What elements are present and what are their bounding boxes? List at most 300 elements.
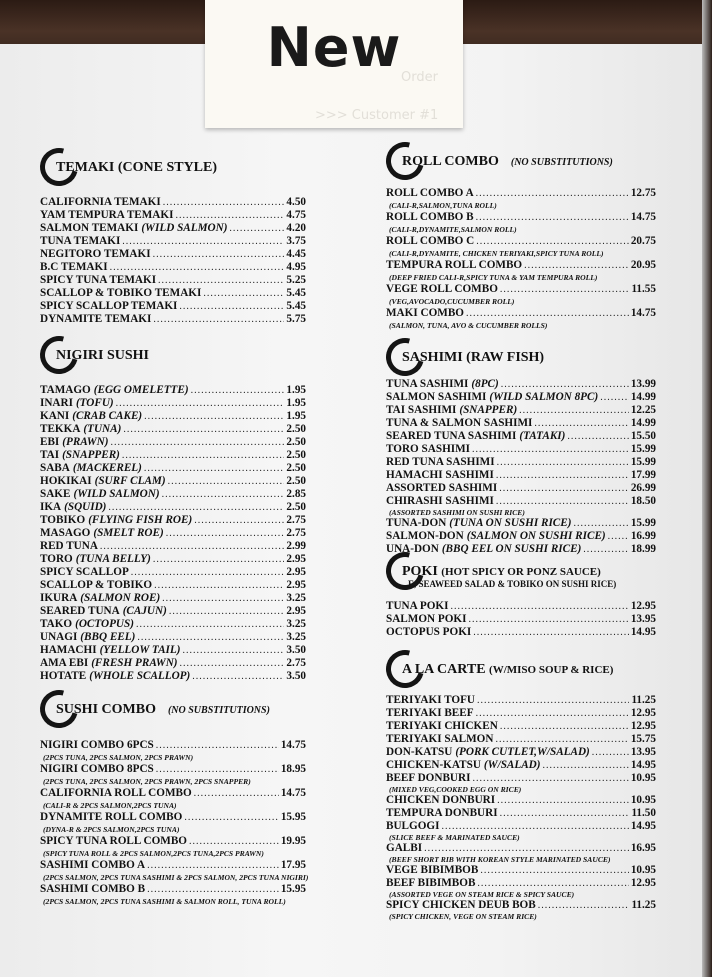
menu-item-row [386,430,656,443]
menu-item-row [40,566,306,579]
dot-leader [477,694,629,707]
menu-item-name: CHICKEN-KATSU [386,759,481,771]
section-title [56,702,270,718]
menu-item-name: NIGIRI COMBO 8PCS [40,763,154,775]
menu-item-row [386,772,656,785]
section-header [386,142,656,182]
menu-item-name: TEMPURA DONBURI [386,807,498,819]
dot-leader [573,517,628,530]
section-title: TEMAKI (CONE STYLE) [56,160,218,175]
menu-item-note: (VEG,AVOCADO,CUCUMBER ROLL) [389,297,515,306]
menu-item-name: IKURA [40,592,78,604]
menu-item-name: TOBIKO [40,514,86,526]
menu-item-description: (EGG OMELETTE) [93,384,189,396]
dot-leader [499,482,629,495]
menu-item-price: 2.50 [286,423,306,435]
dot-leader [189,835,279,849]
menu-item-description: (PORK CUTLET,W/SALAD) [455,746,590,758]
dot-leader [144,410,284,423]
dot-leader [476,235,629,249]
menu-item-price: 3.75 [286,235,306,247]
roll-combo-items [386,186,656,330]
menu-item-row [40,553,306,566]
menu-item-name: HAMACHI [40,644,97,656]
menu-item-row [40,514,306,527]
menu-item-price: 15.99 [630,456,656,468]
section-header [40,690,306,730]
dot-leader [476,707,629,720]
menu-item-name: AMA EBI [40,657,89,669]
menu-item-price: 18.95 [280,763,306,775]
menu-item-row [386,613,656,626]
dot-leader [122,235,284,248]
dot-leader [147,883,279,897]
menu-item-name: TUNA SASHIMI [386,378,469,390]
dot-leader [538,899,630,912]
menu-item-price: 5.25 [286,274,306,286]
dot-leader [441,820,628,833]
menu-item-name: SPICY CHICKEN DEUB BOB [386,899,536,911]
menu-item-row [386,282,656,297]
menu-item-row [386,443,656,456]
menu-item-name: TUNA & SALMON SASHIMI [386,417,533,429]
menu-item-note: (MIXED VEG,COOKED EGG ON RICE) [389,785,522,794]
section-subtitle: E, SEAWEED SALAD & TOBIKO ON SUSHI RICE) [408,579,617,589]
menu-item-name: SEARED TUNA [40,605,120,617]
menu-item-row [40,858,306,873]
menu-item-price: 5.75 [286,313,306,325]
menu-item-name: BEEF DONBURI [386,772,471,784]
menu-item-name: SEARED TUNA SASHIMI [386,430,517,442]
menu-item-note: (CALI-R,SALMON,TUNA ROLL) [389,201,497,210]
menu-item-note: (DYNA-R & 2PCS SALMON,2PCS TUNA) [43,825,180,834]
menu-item-row [40,475,306,488]
menu-item-row [40,410,306,423]
menu-item-price: 15.99 [630,443,656,455]
menu-item-description: (FLYING FISH ROE) [88,514,193,526]
dot-leader [116,397,285,410]
section-header [40,336,306,376]
menu-item-description: (TUNA BELLY) [75,553,151,565]
menu-item-row [386,794,656,807]
menu-item-name: TUNA-DON [386,517,447,529]
menu-item-name: TEKKA [40,423,81,435]
section-note: (NO SUBSTITUTIONS) [167,705,270,716]
temaki-items [40,196,306,326]
menu-item-note: (CALI-R & 2PCS SALMON,2PCS TUNA) [43,801,177,810]
menu-item-price: 4.45 [286,248,306,260]
menu-item-row [40,397,306,410]
menu-item-row [386,391,656,404]
menu-item-row [40,644,306,657]
dot-leader [153,248,285,261]
menu-item-row [40,579,306,592]
section-header [386,552,656,592]
menu-item-row [40,196,306,209]
menu-item-row [386,404,656,417]
menu-item-note: (BEEF SHORT RIB WITH KOREAN STYLE MARINATED SAUCE) [389,855,611,864]
dot-leader [592,746,629,759]
menu-item-price: 10.95 [630,772,656,784]
menu-item-description: (WILD SALMON) [141,222,228,234]
menu-item-note: (CALI-R,DYNAMITE, CHICKEN TERIYAKI,SPICY TUNA ROLL) [389,249,604,258]
menu-item-description: (SMELT ROE) [93,527,164,539]
menu-item-name: SCALLOP & TOBIKO [40,579,153,591]
menu-item-row [40,618,306,631]
menu-item-price: 2.85 [286,488,306,500]
sticky-note [205,0,463,128]
menu-item-row [386,417,656,430]
dot-leader [480,864,629,877]
show-through-text: >>> Customer #1 [315,108,439,123]
menu-item-name: NIGIRI COMBO 6PCS [40,739,154,751]
menu-item-name: EBI [40,436,60,448]
menu-item-price: 12.95 [630,720,656,732]
menu-item-row [40,423,306,436]
menu-item-row [386,720,656,733]
a-la-carte-items [386,694,656,921]
menu-item-description: (PRAWN) [62,436,109,448]
menu-item-name: SALMON TEMAKI [40,222,139,234]
menu-item-name: UNA-DON [386,543,439,555]
menu-item-name: SPICY TUNA TEMAKI [40,274,157,286]
menu-item-name: TERIYAKI SALMON [386,733,494,745]
dot-leader [156,763,279,777]
menu-item-price: 14.75 [630,307,656,319]
sashimi-items [386,378,656,556]
menu-item-note: (ASSORTED SASHIMI ON SUSHI RICE) [389,508,525,517]
dot-leader [473,626,629,639]
menu-item-name: HOTATE [40,670,87,682]
menu-item-name: SCALLOP & TOBIKO TEMAKI [40,287,202,299]
dot-leader [122,449,285,462]
dot-leader [500,283,630,297]
menu-item-row [40,670,306,683]
menu-item-name: YAM TEMPURA TEMAKI [40,209,174,221]
menu-item-name: SAKE [40,488,71,500]
menu-item-price: 4.50 [286,196,306,208]
menu-item-name: VEGE BIBIMBOB [386,864,479,876]
menu-item-price: 15.99 [630,517,656,529]
menu-item-price: 2.50 [286,462,306,474]
menu-item-name: GALBI [386,842,423,854]
section-title: SASHIMI (RAW FISH) [402,350,545,365]
menu-item-price: 1.95 [286,384,306,396]
menu-item-row [40,738,306,753]
menu-item-description: (CRAB CAKE) [72,410,143,422]
menu-item-note: (2PCS TUNA, 2PCS SALMON, 2PCS PRAWN) [43,753,194,762]
menu-item-price: 20.95 [630,259,656,271]
menu-item-price: 15.75 [630,733,656,745]
menu-item-name: TERIYAKI TOFU [386,694,476,706]
dot-leader [466,307,629,321]
section-title-text: ROLL COMBO [402,154,499,169]
menu-item-description: (8PC) [471,378,499,390]
menu-item-name: SASHIMI COMBO B [40,883,146,895]
menu-item-price: 3.25 [286,592,306,604]
dot-leader [147,859,279,873]
menu-item-price: 3.50 [286,644,306,656]
menu-item-price: 15.95 [280,883,306,895]
dot-leader [168,475,285,488]
menu-item-price: 16.99 [630,530,656,542]
menu-item-price: 11.50 [631,807,656,819]
sashimi-section [386,338,656,556]
menu-item-name: MAKI COMBO [386,307,464,319]
menu-item-price: 12.25 [630,404,656,416]
dot-leader [600,391,629,404]
menu-item-note: (SALMON, TUNA, AVO & CUCUMBER ROLLS) [389,321,548,330]
menu-item-price: 14.75 [280,739,306,751]
menu-item-row [386,530,656,543]
menu-item-name: B.C TEMAKI [40,261,108,273]
menu-item-name: ROLL COMBO B [386,211,474,223]
menu-item-description: (MACKEREL) [72,462,142,474]
menu-item-row [386,210,656,225]
menu-item-price: 2.95 [286,579,306,591]
menu-item-description: (WILD SALMON 8PC) [489,391,599,403]
menu-item-price: 4.20 [286,222,306,234]
menu-item-price: 13.95 [630,746,656,758]
menu-item-price: 12.95 [630,707,656,719]
menu-item-name: IKA [40,501,62,513]
menu-item-price: 2.95 [286,605,306,617]
menu-item-price: 20.75 [630,235,656,247]
menu-item-row [386,600,656,613]
menu-item-name: TORO SASHIMI [386,443,471,455]
menu-item-row [386,733,656,746]
menu-item-price: 11.25 [631,899,656,911]
menu-item-name: TUNA POKI [386,600,449,612]
menu-item-row [40,501,306,514]
menu-item-row [386,186,656,201]
dot-leader [108,501,284,514]
menu-item-note: (CALI-R,DYNAMITE,SALMON ROLL) [389,225,517,234]
menu-item-description: (FRESH PRAWN) [91,657,178,669]
menu-item-description: (WILD SALMON) [73,488,160,500]
section-title [402,154,613,170]
section-header [386,338,656,378]
menu-item-row [40,762,306,777]
menu-item-price: 4.95 [286,261,306,273]
dot-leader [496,495,629,508]
menu-item-name: HAMACHI SASHIMI [386,469,494,481]
dot-leader [144,462,285,475]
menu-item-price: 10.95 [630,794,656,806]
dot-leader [476,187,629,201]
section-title-text: POKI [402,564,438,579]
menu-item-name: SALMON-DON [386,530,464,542]
menu-item-note: (ASSORTED VEGE ON STEAM RICE & SPICY SAUCE) [389,890,575,899]
menu-item-row [40,222,306,235]
menu-item-price: 2.95 [286,553,306,565]
menu-item-description: (SNAPPER) [459,404,518,416]
menu-item-price: 2.75 [286,514,306,526]
menu-item-price: 12.95 [630,877,656,889]
dot-leader [501,378,629,391]
menu-item-price: 16.95 [630,842,656,854]
menu-item-row [386,258,656,273]
section-title-text: SUSHI COMBO [56,702,156,717]
menu-item-description: (TUNA ON SUSHI RICE) [449,517,572,529]
menu-item-row [40,810,306,825]
dot-leader [424,842,629,855]
menu-item-price: 2.95 [286,566,306,578]
dot-leader [496,469,629,482]
menu-item-price: 19.95 [280,835,306,847]
dot-leader [153,313,284,326]
dot-leader [179,300,284,313]
dot-leader [476,211,629,225]
sticky-note-title: New [266,16,402,79]
menu-item-name: NEGITORO TEMAKI [40,248,151,260]
dot-leader [123,423,284,436]
a-la-carte-section [386,650,656,921]
menu-item-name: CHICKEN DONBURI [386,794,496,806]
menu-item-name: TAMAGO [40,384,91,396]
menu-item-name: TORO [40,553,73,565]
paper-edge-shadow [702,0,712,977]
menu-item-price: 12.75 [630,187,656,199]
section-title: NIGIRI SUSHI [56,348,149,363]
section-note: (W/MISO SOUP & RICE) [489,664,614,676]
menu-item-row [386,820,656,833]
menu-item-description: (SALMON ROE) [80,592,161,604]
section-title [402,564,601,580]
dot-leader [534,417,628,430]
nigiri-items [40,384,306,683]
menu-item-description: (TOFU) [75,397,114,409]
menu-item-row [40,834,306,849]
menu-item-row [386,482,656,495]
dot-leader [154,579,284,592]
menu-item-name: SABA [40,462,70,474]
menu-item-description: (OCTOPUS) [75,618,134,630]
menu-item-note: (SPICY TUNA ROLL & 2PCS SALMON,2PCS TUNA,2PCS PRAWN) [43,849,264,858]
menu-item-row [40,527,306,540]
menu-item-name: HOKIKAI [40,475,92,487]
menu-item-row [386,707,656,720]
menu-item-row [386,469,656,482]
poki-section [386,552,656,639]
menu-item-price: 17.95 [280,859,306,871]
dot-leader [542,759,628,772]
menu-item-row [386,378,656,391]
menu-item-price: 2.75 [286,657,306,669]
menu-item-name: BULGOGI [386,820,440,832]
menu-item-row [40,605,306,618]
menu-item-row [386,517,656,530]
dot-leader [524,259,629,273]
menu-item-note: (2PCS TUNA, 2PCS SALMON, 2PCS PRAWN, 2PCS SNAPPER) [43,777,251,786]
menu-item-row [386,877,656,890]
menu-item-price: 26.99 [630,482,656,494]
menu-item-name: KANI [40,410,70,422]
menu-item-price: 1.95 [286,410,306,422]
menu-item-name: UNAGI [40,631,78,643]
dot-leader [137,631,284,644]
menu-item-description: (SALMON ON SUSHI RICE) [466,530,606,542]
menu-item-price: 18.99 [630,543,656,555]
menu-item-row [40,248,306,261]
dot-leader [184,811,278,825]
menu-item-name: CALIFORNIA TEMAKI [40,196,161,208]
menu-item-description: (SQUID) [64,501,107,513]
dot-leader [567,430,628,443]
menu-item-row [386,759,656,772]
menu-item-note: (SLICE BEEF & MARINATED SAUCE) [389,833,520,842]
menu-item-row [386,234,656,249]
menu-item-name: CHIRASHI SASHIMI [386,495,494,507]
section-title [402,662,613,678]
dot-leader [472,443,629,456]
dot-leader [153,553,285,566]
menu-item-price: 2.99 [286,540,306,552]
menu-item-row [40,592,306,605]
dot-leader [111,436,285,449]
menu-item-row [40,209,306,222]
menu-item-row [386,626,656,639]
menu-item-description: (W/SALAD) [483,759,541,771]
menu-item-price: 10.95 [630,864,656,876]
section-title-text: A LA CARTE [402,662,486,677]
poki-items [386,600,656,639]
menu-item-note: (2PCS SALMON, 2PCS TUNA SASHIMI & 2PCS SALMON, 2PCS TUNA NIGIRI) [43,873,309,882]
menu-item-name: TAI [40,449,60,461]
menu-item-name: SPICY SCALLOP [40,566,129,578]
menu-item-name: TUNA TEMAKI [40,235,121,247]
dot-leader [162,592,284,605]
menu-item-description: (SURF CLAM) [94,475,166,487]
dot-leader [175,209,284,222]
dot-leader [163,196,285,209]
menu-item-name: SALMON SASHIMI [386,391,487,403]
show-through-text: Order [401,70,438,85]
menu-item-price: 3.50 [286,670,306,682]
menu-item-row [40,300,306,313]
menu-item-price: 3.25 [286,631,306,643]
menu-item-price: 2.50 [286,449,306,461]
menu-item-price: 14.75 [280,787,306,799]
dot-leader [500,807,630,820]
dot-leader [110,261,285,274]
menu-item-price: 17.99 [630,469,656,481]
menu-item-name: TERIYAKI BEEF [386,707,474,719]
menu-item-price: 3.25 [286,618,306,630]
menu-item-price: 2.50 [286,475,306,487]
menu-item-name: DYNAMITE TEMAKI [40,313,152,325]
menu-item-row [40,657,306,670]
menu-item-price: 14.75 [630,211,656,223]
dot-leader [131,566,285,579]
dot-leader [229,222,284,235]
menu-item-row [40,786,306,801]
menu-item-name: RED TUNA SASHIMI [386,456,495,468]
menu-item-name: VEGE ROLL COMBO [386,283,498,295]
menu-item-row [40,287,306,300]
dot-leader [166,527,285,540]
menu-item-name: SASHIMI COMBO A [40,859,146,871]
menu-item-name: BEEF BIBIMBOB [386,877,476,889]
menu-item-name: DYNAMITE ROLL COMBO [40,811,183,823]
menu-item-description: (BBQ EEL ON SUSHI RICE) [441,543,582,555]
menu-item-description: (WHOLE SCALLOP) [89,670,191,682]
menu-item-row [386,842,656,855]
dot-leader [158,274,284,287]
dot-leader [100,540,285,553]
menu-item-row [386,864,656,877]
menu-item-price: 5.45 [286,300,306,312]
